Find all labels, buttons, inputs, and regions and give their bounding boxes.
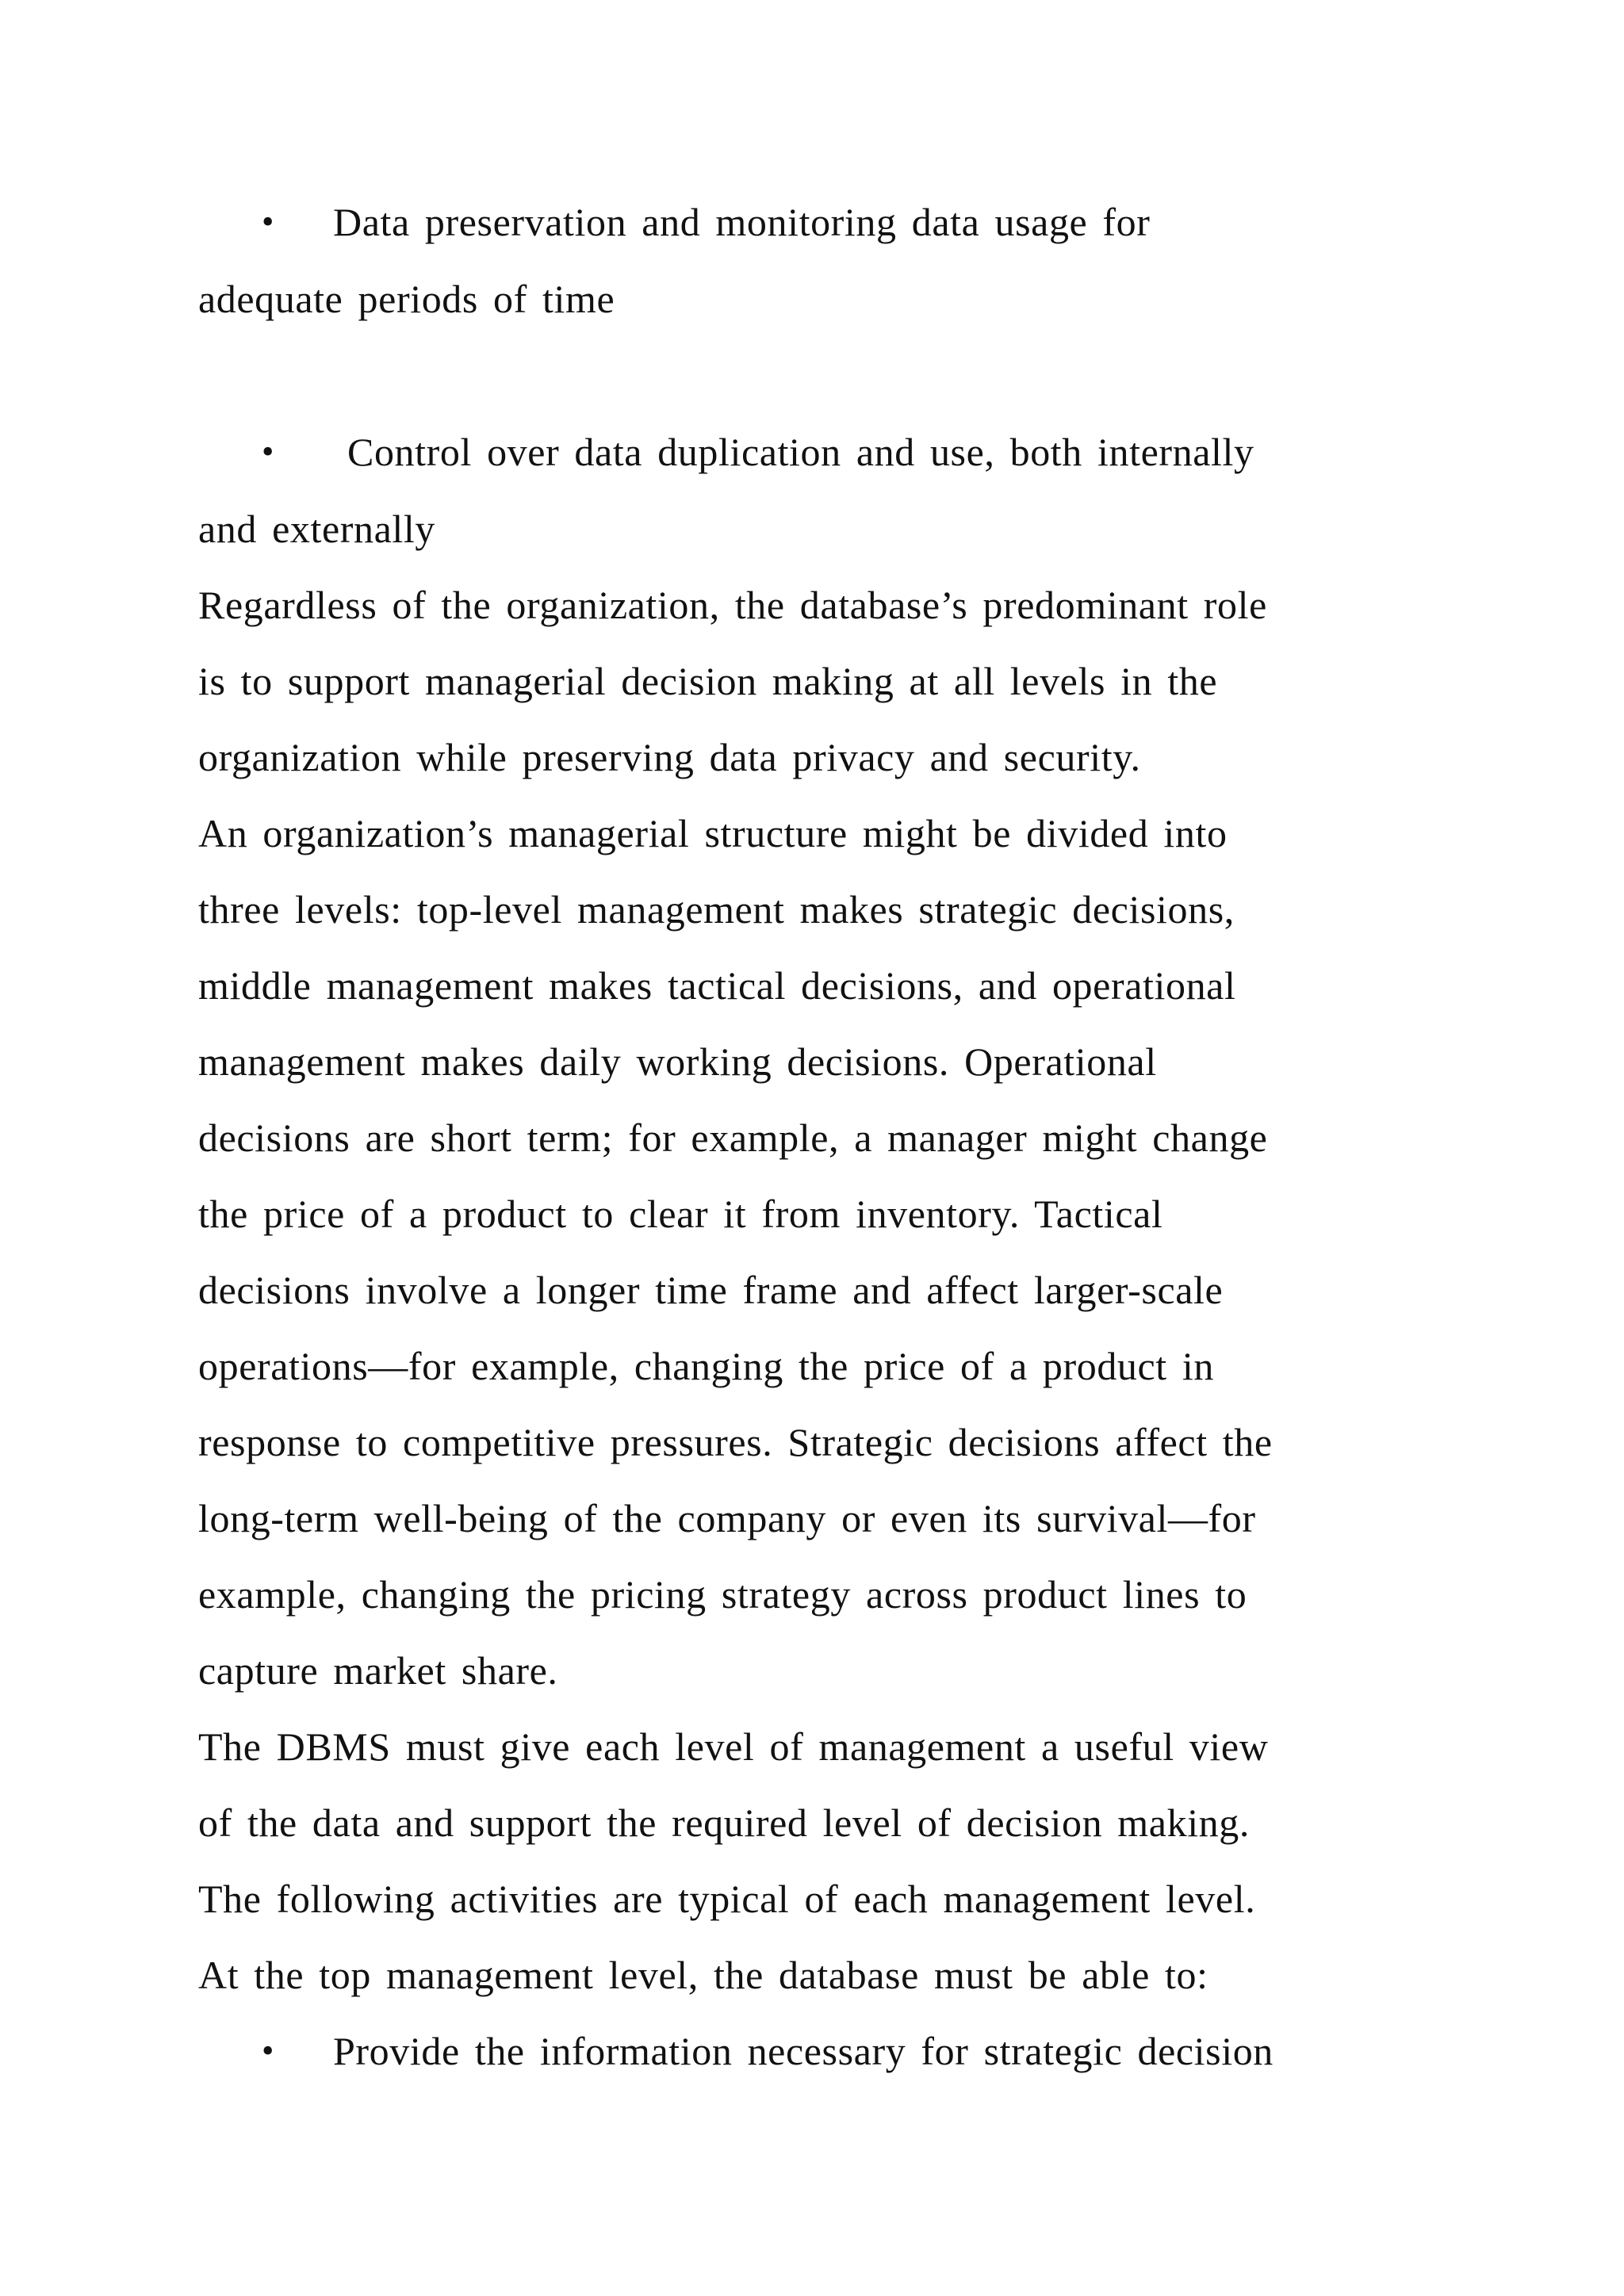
bullet-3-first-line: Provide the information necessary for strategic decision xyxy=(333,2029,1274,2073)
bullet-marker: • xyxy=(262,2031,274,2070)
bullet-1-continuation: adequate periods of time xyxy=(198,277,615,321)
paragraph-1-line: Regardless of the organization, the database’s predominant role xyxy=(198,583,1267,627)
bullet-1-first-line: Data preservation and monitoring data usage for xyxy=(333,200,1151,244)
paragraph-2-line: decisions are short term; for example, a manager might change xyxy=(198,1115,1268,1160)
bullet-marker: • xyxy=(262,202,274,241)
paragraph-2-line: middle management makes tactical decisions, and operational xyxy=(198,963,1236,1008)
bullet-2-continuation: and externally xyxy=(198,507,435,551)
bullet-2-first-line: Control over data duplication and use, both internally xyxy=(347,430,1254,474)
paragraph-3-line: The following activities are typical of each management level. xyxy=(198,1877,1256,1921)
paragraph-1-line: organization while preserving data privacy and security. xyxy=(198,735,1141,779)
paragraph-2-line: the price of a product to clear it from inventory. Tactical xyxy=(198,1192,1163,1236)
paragraph-1-line: is to support managerial decision making at all levels in the xyxy=(198,659,1218,703)
bullet-marker: • xyxy=(262,432,274,471)
paragraph-3-line: of the data and support the required level of decision making. xyxy=(198,1800,1250,1845)
paragraph-2-line: long-term well-being of the company or even its survival—for xyxy=(198,1496,1256,1540)
paragraph-2-line: capture market share. xyxy=(198,1648,558,1693)
paragraph-2-line: response to competitive pressures. Strategic decisions affect the xyxy=(198,1420,1273,1464)
paragraph-2-line: three levels: top-level management makes strategic decisions, xyxy=(198,887,1235,932)
paragraph-2-line: management makes daily working decisions. Operational xyxy=(198,1039,1157,1084)
paragraph-2-line: decisions involve a longer time frame and affect larger-scale xyxy=(198,1268,1224,1312)
paragraph-3-line: The DBMS must give each level of management a useful view xyxy=(198,1724,1269,1769)
paragraph-2-line: operations—for example, changing the price of a product in xyxy=(198,1344,1214,1388)
paragraph-3-line: At the top management level, the database must be able to: xyxy=(198,1953,1208,1997)
paragraph-2-line: example, changing the pricing strategy across product lines to xyxy=(198,1572,1247,1617)
paragraph-2-line: An organization’s managerial structure might be divided into xyxy=(198,811,1228,855)
